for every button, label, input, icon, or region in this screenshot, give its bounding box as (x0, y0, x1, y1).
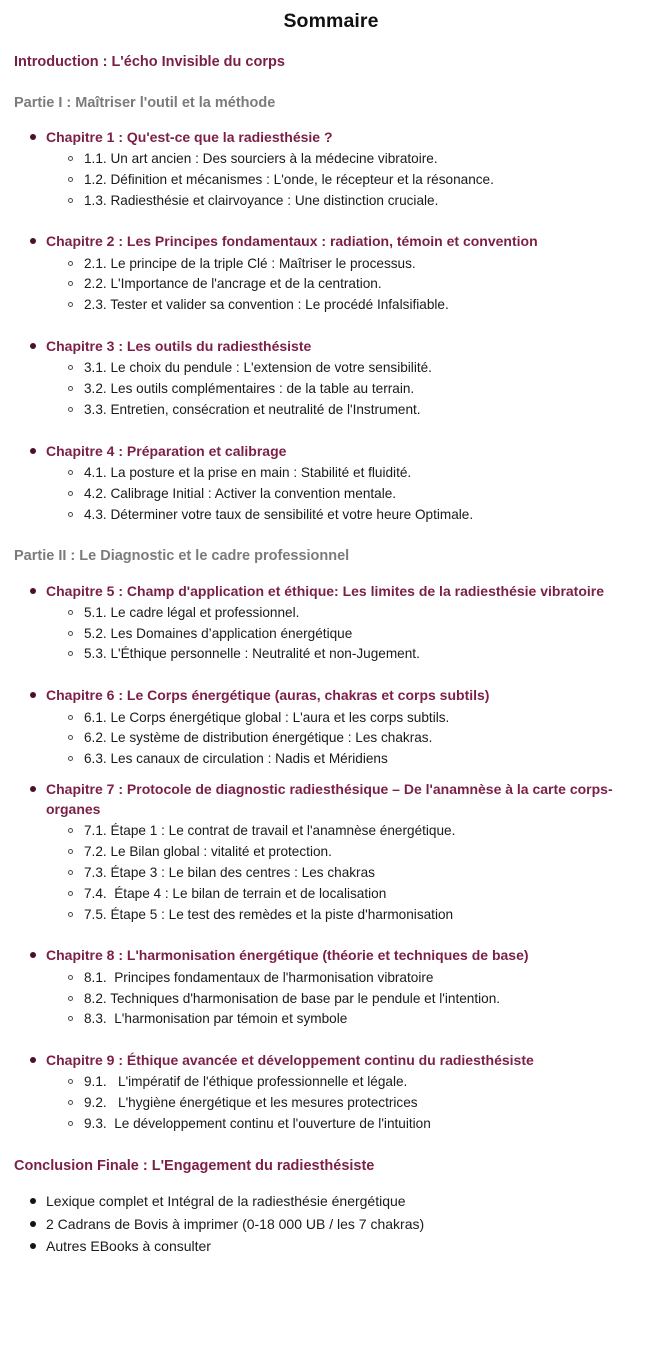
chapter-list-part-1 (14, 127, 648, 526)
bullet-circle-icon (68, 386, 73, 391)
list-item[interactable] (14, 1072, 648, 1093)
subsection-label: 6.1. Le Corps énergétique global : L'aura et les corps subtils. (84, 709, 450, 725)
chapter-heading[interactable] (14, 231, 648, 251)
bullet-circle-icon (68, 1079, 73, 1084)
list-item[interactable] (14, 274, 648, 295)
bullet-circle-icon (68, 735, 73, 740)
subsection-label: 8.1. Principes fondamentaux de l'harmonisation vibratoire (84, 969, 434, 985)
list-item[interactable] (14, 463, 648, 484)
list-item[interactable] (14, 191, 648, 212)
chapter-block (14, 779, 648, 926)
subsection-label: 1.1. Un art ancien : Des sourciers à la médecine vibratoire. (84, 150, 438, 166)
chapter-block (14, 945, 648, 1030)
subsection-label: 4.1. La posture et la prise en main : Stabilité et fluidité. (84, 465, 412, 480)
subsection-label: 2.2. L'Importance de l'ancrage et de la centration. (84, 276, 382, 292)
introduction-heading: Introduction : L'écho Invisible du corps (14, 54, 285, 71)
subsection-list (14, 463, 648, 525)
chapter-block (14, 581, 648, 666)
list-item[interactable] (14, 400, 648, 421)
chapter-block (14, 336, 648, 421)
part-heading-2: Partie II : Le Diagnostic et le cadre professionnel (14, 548, 350, 565)
subsection-label: 2.1. Le principe de la triple Clé : Maîtriser le processus. (84, 255, 416, 271)
spacer (14, 1135, 648, 1157)
subsection-label: 7.3. Étape 3 : Le bilan des centres : Les chakras (84, 865, 375, 881)
chapter-block (14, 127, 648, 212)
list-item[interactable] (14, 842, 648, 863)
spacer (14, 421, 648, 441)
bullet-circle-icon (68, 512, 73, 517)
bullet-circle-icon (68, 198, 73, 203)
chapter-title: Chapitre 4 : Préparation et calibrage (46, 442, 287, 459)
bullet-circle-icon (68, 407, 73, 412)
subsection-list (14, 254, 648, 316)
bullet-disc-icon (30, 134, 36, 140)
bullet-circle-icon (68, 156, 73, 161)
conclusion-item-label: Autres EBooks à consulter (46, 1238, 211, 1255)
list-item[interactable] (14, 254, 648, 275)
bullet-disc-icon (30, 343, 36, 349)
list-item[interactable] (14, 749, 648, 770)
subsection-label: 9.1. L'impératif de l'éthique professionnelle et légale. (84, 1074, 408, 1090)
list-item[interactable] (14, 821, 648, 842)
chapter-title: Chapitre 9 : Éthique avancée et développement continu du radiesthésiste (46, 1052, 534, 1069)
list-item[interactable] (14, 505, 648, 526)
list-item[interactable] (14, 1093, 648, 1114)
list-item[interactable] (14, 644, 648, 665)
spacer (14, 1175, 648, 1190)
chapter-title: Chapitre 2 : Les Principes fondamentaux : radiation, témoin et convention (46, 233, 538, 250)
subsection-label: 7.4. Étape 4 : Le bilan de terrain et de localisation (84, 885, 387, 901)
list-item[interactable] (14, 603, 648, 624)
bullet-circle-icon (68, 1121, 73, 1126)
spacer (14, 925, 648, 945)
subsection-label: 6.2. Le système de distribution énergétique : Les chakras. (84, 730, 433, 746)
bullet-circle-icon (68, 365, 73, 370)
chapter-heading[interactable] (14, 685, 648, 705)
list-item[interactable] (14, 1190, 648, 1213)
bullet-circle-icon (68, 470, 73, 475)
subsection-label: 3.3. Entretien, consécration et neutralité de l'Instrument. (84, 401, 421, 417)
list-item[interactable] (14, 905, 648, 926)
chapter-title: Chapitre 8 : L'harmonisation énergétique (théorie et techniques de base) (46, 947, 529, 964)
conclusion-list (14, 1190, 648, 1258)
subsection-label: 6.3. Les canaux de circulation : Nadis et Méridiens (84, 751, 388, 767)
bullet-circle-icon (68, 302, 73, 307)
bullet-disc-icon (30, 1057, 36, 1063)
list-item[interactable] (14, 968, 648, 989)
chapter-heading[interactable] (14, 336, 648, 356)
chapter-heading[interactable] (14, 127, 648, 147)
subsection-label: 7.2. Le Bilan global : vitalité et protection. (84, 844, 332, 860)
list-item[interactable] (14, 1235, 648, 1258)
subsection-label: 3.2. Les outils complémentaires : de la table au terrain. (84, 381, 415, 397)
list-item[interactable] (14, 149, 648, 170)
bullet-circle-icon (68, 1100, 73, 1105)
bullet-disc-icon (30, 952, 36, 958)
bullet-circle-icon (68, 912, 73, 917)
page-title: Sommaire (283, 10, 379, 32)
list-item[interactable] (14, 1009, 648, 1030)
list-item[interactable] (14, 295, 648, 316)
bullet-circle-icon (68, 261, 73, 266)
list-item[interactable] (14, 1114, 648, 1135)
bullet-circle-icon (68, 975, 73, 980)
subsection-label: 5.1. Le cadre légal et professionnel. (84, 604, 300, 620)
subsection-label: 8.2. Techniques d'harmonisation de base par le pendule et l'intention. (84, 990, 501, 1006)
subsection-list (14, 149, 648, 211)
subsection-label: 1.3. Radiesthésie et clairvoyance : Une distinction cruciale. (84, 192, 439, 208)
list-item[interactable] (14, 863, 648, 884)
conclusion-item-label: 2 Cadrans de Bovis à imprimer (0-18 000 UB / les 7 chakras) (46, 1215, 425, 1232)
bullet-disc-icon (30, 1221, 36, 1227)
bullet-disc-icon (30, 238, 36, 244)
list-item[interactable] (14, 484, 648, 505)
bullet-circle-icon (68, 891, 73, 896)
chapter-list-part-2 (14, 581, 648, 1135)
list-item[interactable] (14, 884, 648, 905)
spacer (14, 525, 648, 547)
conclusion-heading: Conclusion Finale : L'Engagement du radiesthésiste (14, 1157, 375, 1174)
chapter-heading[interactable] (14, 779, 648, 820)
spacer (14, 770, 648, 779)
chapter-title: Chapitre 1 : Qu'est-ce que la radiesthésie ? (46, 128, 333, 145)
bullet-circle-icon (68, 651, 73, 656)
spacer (14, 566, 648, 581)
subsection-label: 1.2. Définition et mécanismes : L'onde, le récepteur et la résonance. (84, 171, 494, 187)
list-item[interactable] (14, 170, 648, 191)
spacer (14, 33, 648, 53)
subsection-label: 4.2. Calibrage Initial : Activer la convention mentale. (84, 485, 397, 501)
subsection-label: 7.1. Étape 1 : Le contrat de travail et l'anamnèse énergétique. (84, 823, 456, 839)
subsection-label: 8.3. L'harmonisation par témoin et symbole (84, 1011, 348, 1027)
list-item[interactable] (14, 1213, 648, 1236)
bullet-circle-icon (68, 756, 73, 761)
subsection-label: 7.5. Étape 5 : Le test des remèdes et la piste d'harmonisation (84, 906, 454, 922)
bullet-circle-icon (68, 610, 73, 615)
chapter-block (14, 231, 648, 316)
spacer (14, 1030, 648, 1050)
bullet-disc-icon (30, 1243, 36, 1249)
list-item[interactable] (14, 728, 648, 749)
spacer (14, 665, 648, 685)
spacer (14, 72, 648, 94)
subsection-label: 2.3. Tester et valider sa convention : Le procédé Infalsifiable. (84, 297, 449, 313)
bullet-circle-icon (68, 491, 73, 496)
bullet-circle-icon (68, 996, 73, 1001)
list-item[interactable] (14, 379, 648, 400)
bullet-circle-icon (68, 828, 73, 833)
chapter-heading[interactable] (14, 441, 648, 461)
subsection-list (14, 821, 648, 925)
chapter-title: Chapitre 3 : Les outils du radiesthésiste (46, 338, 312, 355)
bullet-circle-icon (68, 1016, 73, 1021)
chapter-block (14, 441, 648, 526)
subsection-list (14, 1072, 648, 1134)
bullet-disc-icon (30, 786, 36, 792)
bullet-circle-icon (68, 281, 73, 286)
chapter-heading[interactable] (14, 1050, 648, 1070)
chapter-heading[interactable] (14, 945, 648, 965)
chapter-title: Chapitre 5 : Champ d'application et éthique: Les limites de la radiesthésie vibratoire (46, 582, 605, 599)
chapter-block (14, 1050, 648, 1135)
subsection-list (14, 968, 648, 1030)
list-item[interactable] (14, 624, 648, 645)
bullet-circle-icon (68, 849, 73, 854)
part-heading-1: Partie I : Maîtriser l'outil et la méthode (14, 94, 276, 111)
bullet-circle-icon (68, 631, 73, 636)
chapter-title: Chapitre 7 : Protocole de diagnostic radiesthésique – De l'anamnèse à la carte corps-organes (46, 780, 613, 818)
bullet-disc-icon (30, 692, 36, 698)
spacer (14, 316, 648, 336)
subsection-label: 5.2. Les Domaines d’application énergétique (84, 625, 353, 641)
chapter-heading[interactable] (14, 581, 648, 601)
subsection-label: 4.3. Déterminer votre taux de sensibilité et votre heure Optimale. (84, 506, 474, 522)
chapter-block (14, 685, 648, 770)
bullet-circle-icon (68, 715, 73, 720)
subsection-list (14, 358, 648, 420)
spacer (14, 112, 648, 127)
list-item[interactable] (14, 708, 648, 729)
subsection-label: 3.1. Le choix du pendule : L'extension de votre sensibilité. (84, 360, 432, 376)
subsection-label: 9.2. L'hygiène énergétique et les mesures protectrices (84, 1095, 418, 1111)
bullet-disc-icon (30, 448, 36, 454)
subsection-list (14, 603, 648, 665)
bullet-disc-icon (30, 588, 36, 594)
subsection-label: 5.3. L'Éthique personnelle : Neutralité et non-Jugement. (84, 646, 420, 662)
bullet-circle-icon (68, 870, 73, 875)
chapter-title: Chapitre 6 : Le Corps énergétique (auras, chakras et corps subtils) (46, 687, 490, 704)
subsection-label: 9.3. Le développement continu et l'ouverture de l'intuition (84, 1116, 431, 1132)
list-item[interactable] (14, 358, 648, 379)
spacer (14, 211, 648, 231)
list-item[interactable] (14, 989, 648, 1010)
bullet-disc-icon (30, 1198, 36, 1204)
conclusion-item-label: Lexique complet et Intégral de la radiesthésie énergétique (46, 1192, 406, 1209)
bullet-circle-icon (68, 177, 73, 182)
subsection-list (14, 708, 648, 770)
